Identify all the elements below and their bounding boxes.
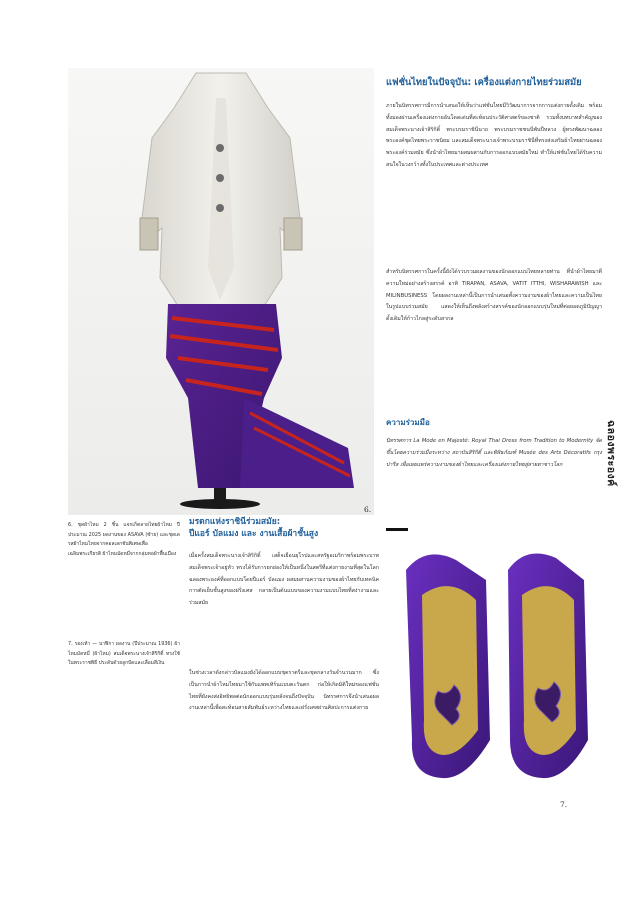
side-caption: ฉลองพระองค์ [605, 420, 617, 487]
figure-6-caption: 6. ชุดผ้าไหม 2 ชิ้น แจกเก็ตลายไทยผ้าไหม ปีประมาณ 2025 ผลงานของ ASAVA (ซ้าย) และชุดเดรสผ้าไหมไทยจากคอลเลกชันพิเศษเพื่อเฉลิมพระเกียรติ ผ้าไหมมัดหมี่จากกลุ่มทอผ้าพื้นเมือง [68, 522, 180, 557]
heritage-title: มรดกแห่งราชินีร่วมสมัย: ปีแอร์ บัลแมง และ งานเสื้อผ้าชั้นสูง [189, 517, 319, 539]
dress-illustration [68, 68, 374, 515]
page-number: 7. [560, 800, 568, 809]
shoes-illustration [386, 540, 602, 784]
intro-paragraph-1: ภายในนิทรรศการมีการนำเสนอให้เห็นว่าแฟชั่นไทยมีวิวัฒนาการจากการแต่งกายดั้งเดิม พร้อมทั้งมองผ่านเครื่องแต่งกายอันโดดเด่นที่สะท้อนประวัติศาสตร์ของชาติ รวมทั้งบทบาทสำคัญของ สมเด็จพระนางเจ้าสิริกิติ์ พระบรมราชินีนาถ พระบรมราชชนนีพันปีหลวง ผู้ทรงพัฒนาฉลองพระองค์ชุดไทยพระราชนิยม และสมเด็จพระนางเจ้าพระบรมราชินีที่ทรงส่งเสริมผ้าไทยผ่านฉลองพระองค์ร่วมสมัย ซึ่งนำผ้าไทยมาผสมผสานกับการออกแบบสมัยใหม่ ทำให้แฟชั่นไทยได้รับความสนใจในวงกว้างทั้งในประเทศและต่างประเทศ [386, 103, 602, 168]
shoes-photo [386, 540, 602, 784]
article-title: แฟชั่นไทยในปัจจุบัน: เครื่องแต่งกายไทยร่วมสมัย [386, 77, 582, 88]
figure-7-caption: 7. รองเท้า — นาฬิกา ผลงาน (ปีประมาณ 1936) ผ้าไหมมัดหมี่ (ผ้าไหม) สมเด็จพระนางเจ้าสิริกิติ์ ทรงใช้ในพระราชพิธี ประดับด้วยลูกปัดและเลื่อมสีเงิน [68, 641, 180, 667]
figure-6-marker: 6. [364, 505, 372, 514]
collaboration-text: นิทรรศการ La Mode en Majesté: Royal Thai Dress from Tradition to Modernity จัดขึ้นโดยความร่วมมือระหว่าง สถาบันสิริกิติ์ และพิพิธภัณฑ์ Musée des Arts Décoratifs กรุงปารีส เพื่อเผยแพร่ความงามของผ้าไทยและเครื่องแต่งกายไทยสู่สายตาชาวโลก [386, 438, 602, 468]
dress-photo [68, 68, 374, 515]
intro-paragraph-2: สำหรับนิทรรศการในครั้งนี้ยังได้รวบรวมผลงานของนักออกแบบไทยหลายท่าน ที่นำผ้าไทยมาตีความใหม่อย่างสร้างสรรค์ อาทิ TIRAPAN, ASAVA, VATIT ITTHI, WISHARAWISH และ MILINBUSINESS โดยผลงานเหล่านี้เป็นการนำเสนอทั้งความงามของผ้าไทยและความเป็นไทยในรูปแบบร่วมสมัย แสดงให้เห็นถึงพลังสร้างสรรค์ของนักออกแบบรุ่นใหม่ที่ต่อยอดภูมิปัญญาดั้งเดิมให้ก้าวไกลสู่ระดับสากล [386, 269, 602, 323]
collaboration-heading: ความร่วมมือ [386, 418, 430, 427]
heritage-paragraph-1: เมื่อครั้งสมเด็จพระนางเจ้าสิริกิติ์ เสด็จเยือนยุโรปและสหรัฐอเมริกาพร้อมพระบาทสมเด็จพระเจ้าอยู่หัว ทรงได้รับการยกย่องให้เป็นหนึ่งในสตรีที่แต่งกายงามที่สุดในโลก ฉลองพระองค์ที่ออกแบบโดยปีแอร์ บัลแมง ผสมผสานความงามของผ้าไทยกับเทคนิคการตัดเย็บชั้นสูงของฝรั่งเศส กลายเป็นต้นแบบของความงามแบบไทยที่สง่างามและร่วมสมัย [189, 553, 379, 607]
divider-bar [386, 528, 408, 531]
heritage-paragraph-2: ในช่วงเวลาดังกล่าวบัลแมงยังได้ออกแบบชุดราตรีและชุดกลางวันจำนวนมาก ซึ่งเป็นการนำผ้าไหมไทยมาใช้กับแพทเทิร์นแบบตะวันตก ก่อให้เกิดมิติใหม่ของแฟชั่นไทยที่ยังคงส่งอิทธิพลต่อนักออกแบบรุ่นหลังจนถึงปัจจุบัน นิทรรศการจึงนำเสนอผลงานเหล่านี้เพื่อสะท้อนสายสัมพันธ์ระหว่างไทยและฝรั่งเศสผ่านศิลปะการแต่งกาย [189, 670, 379, 712]
